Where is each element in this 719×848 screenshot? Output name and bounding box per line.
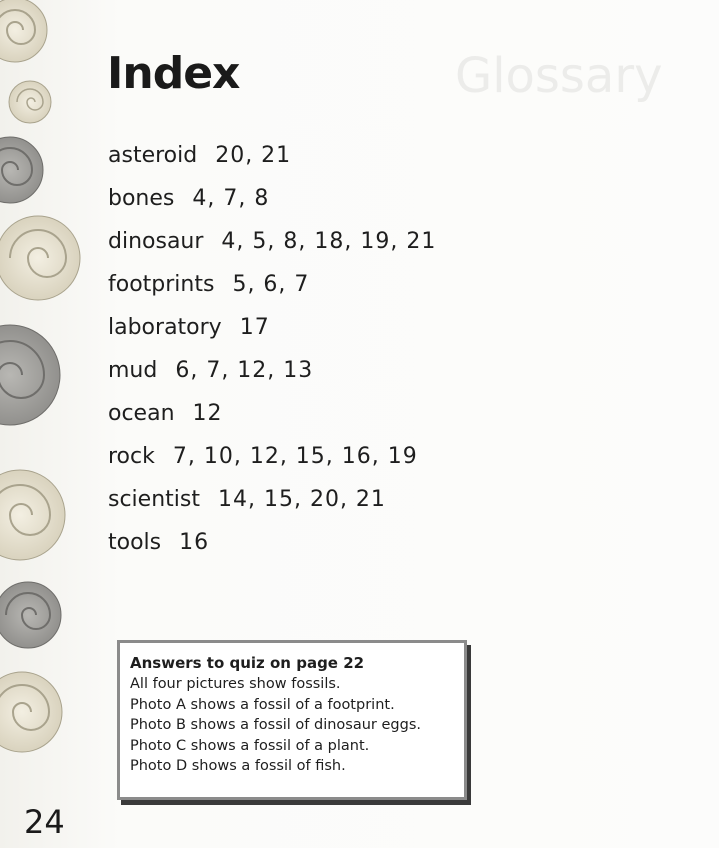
ammonite-icon: [0, 582, 61, 648]
ammonite-icon: [0, 216, 80, 300]
index-entry: [108, 308, 436, 351]
index-pages: 4, 7, 8: [192, 186, 270, 211]
index-pages: 7, 10, 12, 15, 16, 19: [172, 444, 418, 469]
index-entry: [108, 523, 436, 566]
index-pages: 4, 5, 8, 18, 19, 21: [221, 229, 437, 254]
index-entry: [108, 437, 436, 480]
index-entry: [108, 351, 436, 394]
fossil-border: [0, 0, 90, 780]
index-pages: 20, 21: [215, 143, 292, 168]
index-term: rock: [108, 444, 155, 469]
index-pages: 12: [192, 401, 223, 426]
index-term: laboratory: [108, 315, 222, 340]
index-term: mud: [108, 358, 158, 383]
index-pages: 6, 7, 12, 13: [175, 358, 314, 383]
index-term: scientist: [108, 487, 200, 512]
index-pages: 5, 6, 7: [232, 272, 310, 297]
index-term: dinosaur: [108, 229, 204, 254]
index-entry: [108, 480, 436, 523]
index-term: asteroid: [108, 143, 198, 168]
page-number: 24: [24, 803, 65, 841]
quiz-answer-line: Photo C shows a fossil of a plant.: [130, 737, 370, 754]
ammonite-icon: [0, 137, 43, 203]
index-entry: [108, 394, 436, 437]
index-pages: 14, 15, 20, 21: [217, 487, 386, 512]
ammonite-icon: [0, 325, 60, 425]
ammonite-icon: [0, 470, 65, 560]
index-entry: [108, 265, 436, 308]
index-term: tools: [108, 530, 162, 555]
ammonite-icon: [0, 672, 62, 752]
shell-icon: [9, 81, 51, 123]
index-pages: 16: [179, 530, 210, 555]
quiz-answer-line: Photo A shows a fossil of a footprint.: [130, 696, 395, 713]
index-list: [108, 136, 436, 566]
quiz-answers-title: Answers to quiz on page 22: [130, 654, 365, 672]
index-entry: [108, 222, 436, 265]
index-term: ocean: [108, 401, 175, 426]
quiz-answer-line: Photo D shows a fossil of fish.: [130, 758, 346, 774]
quiz-answers-box: [117, 640, 467, 800]
quiz-answer-line: All four pictures show fossils.: [130, 676, 341, 692]
page-title: Index: [107, 48, 240, 99]
index-term: footprints: [108, 272, 215, 297]
show-through-text: Glossary: [455, 48, 663, 104]
index-entry: [108, 179, 436, 222]
quiz-answer-line: Photo B shows a fossil of dinosaur eggs.: [130, 717, 421, 733]
ammonite-icon: [0, 0, 47, 62]
index-entry: [108, 136, 436, 179]
index-term: bones: [108, 186, 175, 211]
index-pages: 17: [239, 315, 270, 340]
